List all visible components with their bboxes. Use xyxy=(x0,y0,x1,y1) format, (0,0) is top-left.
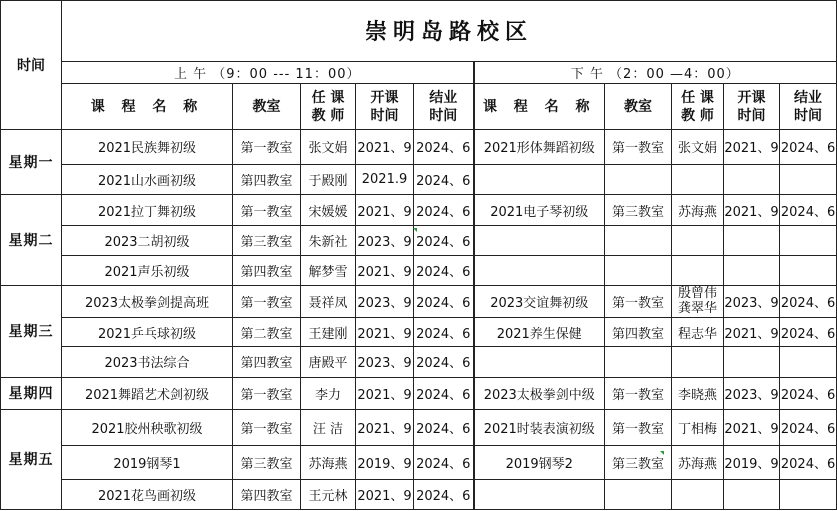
am-course-cell: 2023太极拳剑提高班 xyxy=(62,285,233,317)
am-course-cell: 2023二胡初级 xyxy=(62,226,233,256)
pm-start-cell xyxy=(724,256,780,285)
am-course-cell: 2021山水画初级 xyxy=(62,164,233,194)
am-end-cell: 2024、6 xyxy=(414,130,474,164)
pm-start-cell: 2021、9 xyxy=(724,409,780,445)
am-end-cell: 2024、6 xyxy=(414,347,474,377)
pm-start-header: 开课 时间 xyxy=(724,83,780,129)
pm-course-cell xyxy=(474,164,605,194)
am-teacher-cell: 于殿刚 xyxy=(301,164,356,194)
am-start-cell: 2019、9 xyxy=(356,446,414,479)
am-course-cell: 2021乒乓球初级 xyxy=(62,318,233,347)
pm-room-cell: 第一教室 xyxy=(605,377,672,409)
am-start-cell: 2021.9 xyxy=(356,164,414,194)
pm-room-cell xyxy=(605,164,672,194)
am-course-cell: 2021民族舞初级 xyxy=(62,130,233,164)
column-header-row xyxy=(1,83,837,129)
am-room-cell: 第一教室 xyxy=(233,194,301,225)
pm-room-cell: 第一教室 xyxy=(605,130,672,164)
afternoon-session-label: 下 午 （2：00 —4：00） xyxy=(474,61,837,83)
am-start-cell: 2023、9 xyxy=(356,347,414,377)
pm-start-cell: 2021、9 xyxy=(724,130,780,164)
table-row xyxy=(1,164,837,194)
pm-room-cell xyxy=(605,226,672,256)
pm-room-cell xyxy=(605,347,672,377)
pm-course-cell xyxy=(474,226,605,256)
pm-end-cell xyxy=(780,164,837,194)
pm-start-cell: 2021、9 xyxy=(724,318,780,347)
pm-teacher-cell: 李晓燕 xyxy=(672,377,724,409)
pm-room-cell: 第一教室 xyxy=(605,409,672,445)
pm-teacher-cell: 殷曾伟 龚翠华 xyxy=(672,285,724,317)
morning-session-label: 上 午 （9：00 --- 11：00） xyxy=(62,61,474,83)
pm-teacher-cell: 程志华 xyxy=(672,318,724,347)
table-row xyxy=(1,409,837,445)
am-end-cell: 2024、6 xyxy=(414,377,474,409)
am-end-cell: 2024、6 xyxy=(414,256,474,285)
am-teacher-header: 任 课 教 师 xyxy=(301,83,356,129)
pm-course-cell: 2021时装表演初级 xyxy=(474,409,605,445)
am-room-cell: 第一教室 xyxy=(233,285,301,317)
pm-course-cell: 2021形体舞蹈初级 xyxy=(474,130,605,164)
pm-start-cell: 2023、9 xyxy=(724,285,780,317)
am-teacher-cell: 张文娟 xyxy=(301,130,356,164)
am-room-cell: 第一教室 xyxy=(233,130,301,164)
pm-end-cell: 2024、6 xyxy=(780,285,837,317)
am-end-cell: 2024、6 xyxy=(414,479,474,509)
table-row xyxy=(1,318,837,347)
pm-end-cell: 2024、6 xyxy=(780,446,837,479)
pm-end-header: 结业 时间 xyxy=(780,83,837,129)
pm-start-cell: 2019、9 xyxy=(724,446,780,479)
am-teacher-cell: 王建刚 xyxy=(301,318,356,347)
am-end-cell: 2024、6 xyxy=(414,194,474,225)
am-teacher-cell: 解梦雪 xyxy=(301,256,356,285)
am-start-cell: 2021、9 xyxy=(356,479,414,509)
pm-start-cell xyxy=(724,347,780,377)
pm-teacher-cell xyxy=(672,226,724,256)
pm-teacher-cell: 苏海燕 xyxy=(672,194,724,225)
am-room-cell: 第二教室 xyxy=(233,318,301,347)
day-label: 星期四 xyxy=(1,377,62,409)
am-start-cell: 2021、9 xyxy=(356,318,414,347)
title-row xyxy=(1,1,837,62)
pm-start-cell: 2021、9 xyxy=(724,194,780,225)
pm-teacher-cell: 张文娟 xyxy=(672,130,724,164)
pm-room-header: 教室 xyxy=(605,83,672,129)
am-room-cell: 第一教室 xyxy=(233,409,301,445)
am-start-cell: 2021、9 xyxy=(356,256,414,285)
am-room-cell: 第一教室 xyxy=(233,377,301,409)
day-label: 星期二 xyxy=(1,194,62,285)
pm-teacher-cell xyxy=(672,347,724,377)
am-teacher-cell: 聂祥凤 xyxy=(301,285,356,317)
day-label: 星期三 xyxy=(1,285,62,377)
am-end-cell: 2024、6 xyxy=(414,409,474,445)
cell-marker xyxy=(413,228,417,232)
pm-end-cell xyxy=(780,256,837,285)
pm-course-cell xyxy=(474,256,605,285)
am-teacher-cell: 朱新社 xyxy=(301,226,356,256)
am-room-cell: 第四教室 xyxy=(233,164,301,194)
am-room-cell: 第三教室 xyxy=(233,226,301,256)
cell-marker xyxy=(660,451,664,455)
am-course-cell: 2021舞蹈艺术剑初级 xyxy=(62,377,233,409)
am-course-cell: 2023书法综合 xyxy=(62,347,233,377)
pm-start-cell xyxy=(724,226,780,256)
am-teacher-cell: 宋媛媛 xyxy=(301,194,356,225)
pm-teacher-header: 任 课 教 师 xyxy=(672,83,724,129)
table-row xyxy=(1,479,837,509)
table-row xyxy=(1,377,837,409)
am-course-cell: 2021拉丁舞初级 xyxy=(62,194,233,225)
pm-course-cell: 2021养生保健 xyxy=(474,318,605,347)
pm-course-cell xyxy=(474,347,605,377)
pm-end-cell xyxy=(780,479,837,509)
pm-room-cell: 第三教室 xyxy=(605,194,672,225)
pm-teacher-cell xyxy=(672,479,724,509)
pm-end-cell xyxy=(780,226,837,256)
pm-room-cell: 第一教室 xyxy=(605,285,672,317)
table-row xyxy=(1,194,837,225)
pm-course-cell: 2023交谊舞初级 xyxy=(474,285,605,317)
am-course-cell: 2021胶州秧歌初级 xyxy=(62,409,233,445)
am-end-cell: 2024、6 xyxy=(414,318,474,347)
am-start-cell: 2021、9 xyxy=(356,194,414,225)
pm-course-cell: 2021电子琴初级 xyxy=(474,194,605,225)
pm-teacher-cell: 丁相梅 xyxy=(672,409,724,445)
table-row xyxy=(1,285,837,317)
am-start-cell: 2021、9 xyxy=(356,377,414,409)
am-course-cell: 2019钢琴1 xyxy=(62,446,233,479)
day-label: 星期一 xyxy=(1,130,62,195)
am-end-cell: 2024、6 xyxy=(414,446,474,479)
pm-end-cell: 2024、6 xyxy=(780,318,837,347)
am-room-cell: 第三教室 xyxy=(233,446,301,479)
am-room-header: 教室 xyxy=(233,83,301,129)
session-row xyxy=(1,61,837,83)
am-start-cell: 2023、9 xyxy=(356,285,414,317)
am-course-cell: 2021花鸟画初级 xyxy=(62,479,233,509)
pm-end-cell: 2024、6 xyxy=(780,194,837,225)
table-row xyxy=(1,130,837,164)
am-room-cell: 第四教室 xyxy=(233,256,301,285)
pm-room-cell xyxy=(605,479,672,509)
table-row xyxy=(1,226,837,256)
am-end-cell: 2024、6 xyxy=(414,226,474,256)
am-start-cell: 2021、9 xyxy=(356,130,414,164)
pm-course-cell: 2019钢琴2 xyxy=(474,446,605,479)
am-teacher-cell: 苏海燕 xyxy=(301,446,356,479)
pm-course-header: 课 程 名 称 xyxy=(474,83,605,129)
pm-end-cell xyxy=(780,347,837,377)
pm-end-cell: 2024、6 xyxy=(780,130,837,164)
pm-end-cell: 2024、6 xyxy=(780,377,837,409)
am-end-header: 结业 时间 xyxy=(414,83,474,129)
am-teacher-cell: 唐殿平 xyxy=(301,347,356,377)
am-course-header: 课 程 名 称 xyxy=(62,83,233,129)
am-start-cell: 2021、9 xyxy=(356,409,414,445)
pm-start-cell xyxy=(724,164,780,194)
am-end-cell: 2024、6 xyxy=(414,285,474,317)
am-course-cell: 2021声乐初级 xyxy=(62,256,233,285)
am-teacher-cell: 王元林 xyxy=(301,479,356,509)
am-room-cell: 第四教室 xyxy=(233,479,301,509)
table-row xyxy=(1,256,837,285)
pm-course-cell: 2023太极拳剑中级 xyxy=(474,377,605,409)
table-row xyxy=(1,446,837,479)
am-end-cell: 2024、6 xyxy=(414,164,474,194)
table-row xyxy=(1,347,837,377)
time-header: 时间 xyxy=(1,1,62,130)
am-start-cell: 2023、9 xyxy=(356,226,414,256)
pm-end-cell: 2024、6 xyxy=(780,409,837,445)
pm-teacher-cell: 苏海燕 xyxy=(672,446,724,479)
pm-start-cell xyxy=(724,479,780,509)
page-title: 崇明岛路校区 xyxy=(62,1,837,62)
pm-course-cell xyxy=(474,479,605,509)
am-start-header: 开课 时间 xyxy=(356,83,414,129)
am-teacher-cell: 汪 洁 xyxy=(301,409,356,445)
pm-room-cell: 第三教室 xyxy=(605,446,672,479)
pm-start-cell: 2023、9 xyxy=(724,377,780,409)
am-teacher-cell: 李力 xyxy=(301,377,356,409)
pm-room-cell: 第四教室 xyxy=(605,318,672,347)
am-room-cell: 第四教室 xyxy=(233,347,301,377)
pm-room-cell xyxy=(605,256,672,285)
day-label: 星期五 xyxy=(1,409,62,509)
pm-teacher-cell xyxy=(672,164,724,194)
pm-teacher-cell xyxy=(672,256,724,285)
